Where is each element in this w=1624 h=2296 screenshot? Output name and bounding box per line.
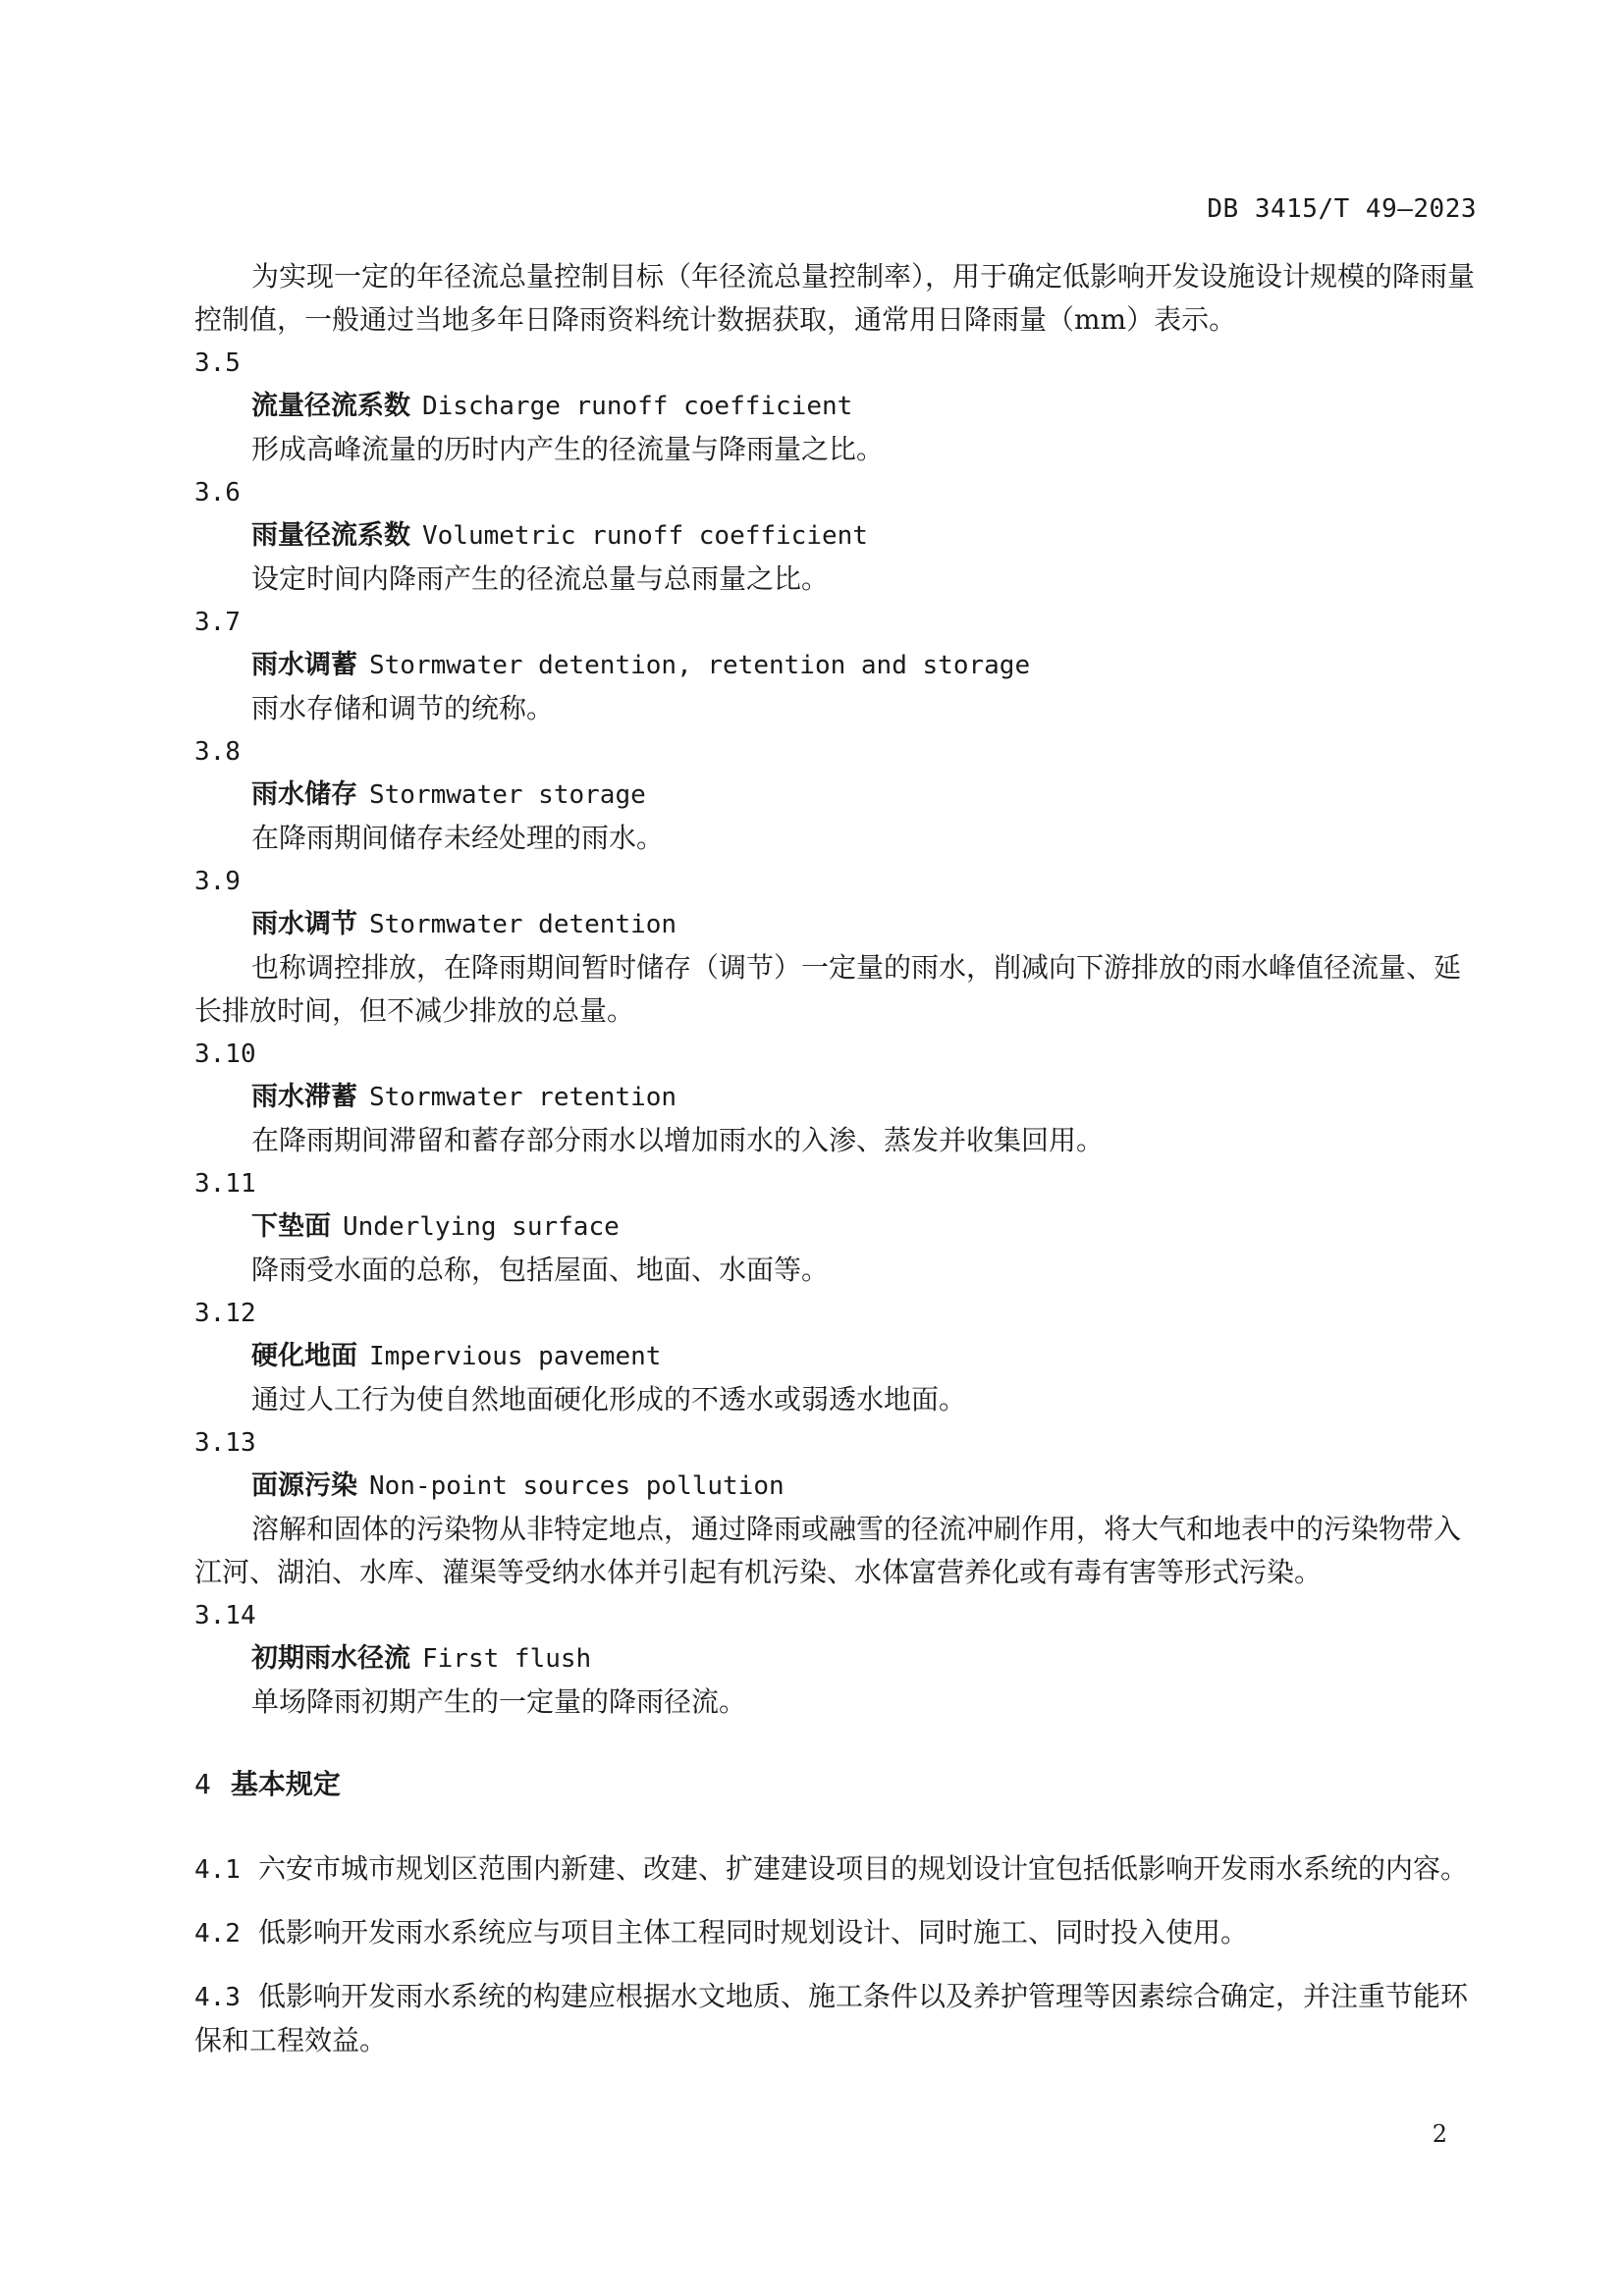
rule-number: 4.3 [194,1983,241,2012]
term-english: Stormwater retention [369,1083,677,1112]
clause-number: 3.6 [194,478,241,507]
term-heading [194,774,1477,817]
rules-list [194,1847,1477,2062]
clause-number: 3.8 [194,737,241,767]
terms-list [194,342,1477,1724]
intro-paragraph: 为实现一定的年径流总量控制目标（年径流总量控制率），用于确定低影响开发设施设计规模的降雨量控制值，一般通过当地多年日降雨资料统计数据获取，通常用日降雨量（mm）表示。 [194,260,1476,336]
term-chinese: 下垫面 [251,1211,331,1242]
term-english: Volumetric runoff coefficient [422,521,868,551]
term-chinese: 雨水调蓄 [251,650,357,680]
term-heading [194,1637,1477,1681]
section-heading [194,1763,1477,1806]
section-title: 基本规定 [230,1768,341,1800]
term-heading [194,1335,1477,1378]
term-entry-3-8 [194,730,1477,860]
term-definition: 雨水存储和调节的统称。 [251,692,555,724]
term-chinese: 雨量径流系数 [251,520,410,551]
term-entry-3-5 [194,342,1477,471]
clause-number: 3.7 [194,608,241,637]
term-entry-3-6 [194,471,1477,601]
term-definition: 溶解和固体的污染物从非特定地点，通过降雨或融雪的径流冲刷作用，将大气和地表中的污染物带入江河、湖泊、水库、灌渠等受纳水体并引起有机污染、水体富营养化或有毒有害等形式污染。 [194,1513,1462,1588]
clause-number: 3.5 [194,348,241,378]
term-chinese: 面源污染 [251,1470,357,1501]
clause-number: 3.9 [194,867,241,896]
term-definition: 在降雨期间滞留和蓄存部分雨水以增加雨水的入渗、蒸发并收集回用。 [251,1124,1105,1156]
clause-number: 3.11 [194,1169,256,1199]
term-entry-3-11 [194,1162,1477,1292]
term-heading [194,514,1477,558]
term-entry-3-14 [194,1594,1477,1724]
page-content [194,255,1477,2082]
rule-4-2 [194,1911,1477,1955]
term-chinese: 初期雨水径流 [251,1643,410,1674]
term-definition: 单场降雨初期产生的一定量的降雨径流。 [251,1685,747,1718]
page-number: 2 [1432,2120,1447,2148]
term-definition: 形成高峰流量的历时内产生的径流量与降雨量之比。 [251,433,885,465]
term-chinese: 硬化地面 [251,1341,357,1371]
term-english: Discharge runoff coefficient [422,392,853,421]
term-heading [194,1076,1477,1119]
term-entry-3-7 [194,601,1477,730]
rule-number: 4.1 [194,1855,241,1885]
clause-number: 3.14 [194,1601,256,1630]
term-heading [194,1465,1477,1508]
term-heading [194,903,1477,946]
term-entry-3-12 [194,1292,1477,1421]
term-english: Stormwater storage [369,780,646,810]
rule-number: 4.2 [194,1919,241,1949]
clause-number: 3.10 [194,1040,256,1069]
clause-number: 3.13 [194,1428,256,1458]
term-definition: 降雨受水面的总称，包括屋面、地面、水面等。 [251,1254,830,1286]
rule-text: 六安市城市规划区范围内新建、改建、扩建建设项目的规划设计宜包括低影响开发雨水系统的内容。 [257,1852,1468,1885]
term-chinese: 雨水滞蓄 [251,1082,357,1112]
rule-text: 低影响开发雨水系统应与项目主体工程同时规划设计、同时施工、同时投入使用。 [257,1916,1248,1949]
term-heading [194,1205,1477,1249]
clause-number: 3.12 [194,1299,256,1328]
term-entry-3-9 [194,860,1477,1033]
term-definition: 也称调控排放，在降雨期间暂时储存（调节）一定量的雨水，削减向下游排放的雨水峰值径流量、延长排放时间，但不减少排放的总量。 [194,951,1462,1027]
term-definition: 设定时间内降雨产生的径流总量与总雨量之比。 [251,562,830,595]
term-english: Underlying surface [343,1212,620,1242]
term-english: First flush [422,1644,592,1674]
term-english: Non-point sources pollution [369,1471,785,1501]
rule-4-1 [194,1847,1477,1892]
term-english: Stormwater detention, retention and storage [369,651,1031,680]
document-code: DB 3415/T 49—2023 [1207,194,1477,224]
term-heading [194,644,1477,687]
rule-4-3 [194,1975,1477,2062]
term-entry-3-10 [194,1033,1477,1162]
term-heading [194,385,1477,428]
section-number: 4 [194,1768,211,1800]
term-entry-3-13 [194,1421,1477,1594]
term-chinese: 雨水储存 [251,779,357,810]
term-chinese: 流量径流系数 [251,391,410,421]
term-english: Impervious pavement [369,1342,662,1371]
term-definition: 通过人工行为使自然地面硬化形成的不透水或弱透水地面。 [251,1383,967,1415]
term-chinese: 雨水调节 [251,909,357,939]
rule-text: 低影响开发雨水系统的构建应根据水文地质、施工条件以及养护管理等因素综合确定，并注重节能环保和工程效益。 [194,1980,1468,2056]
term-english: Stormwater detention [369,910,677,939]
term-definition: 在降雨期间储存未经处理的雨水。 [251,822,665,854]
